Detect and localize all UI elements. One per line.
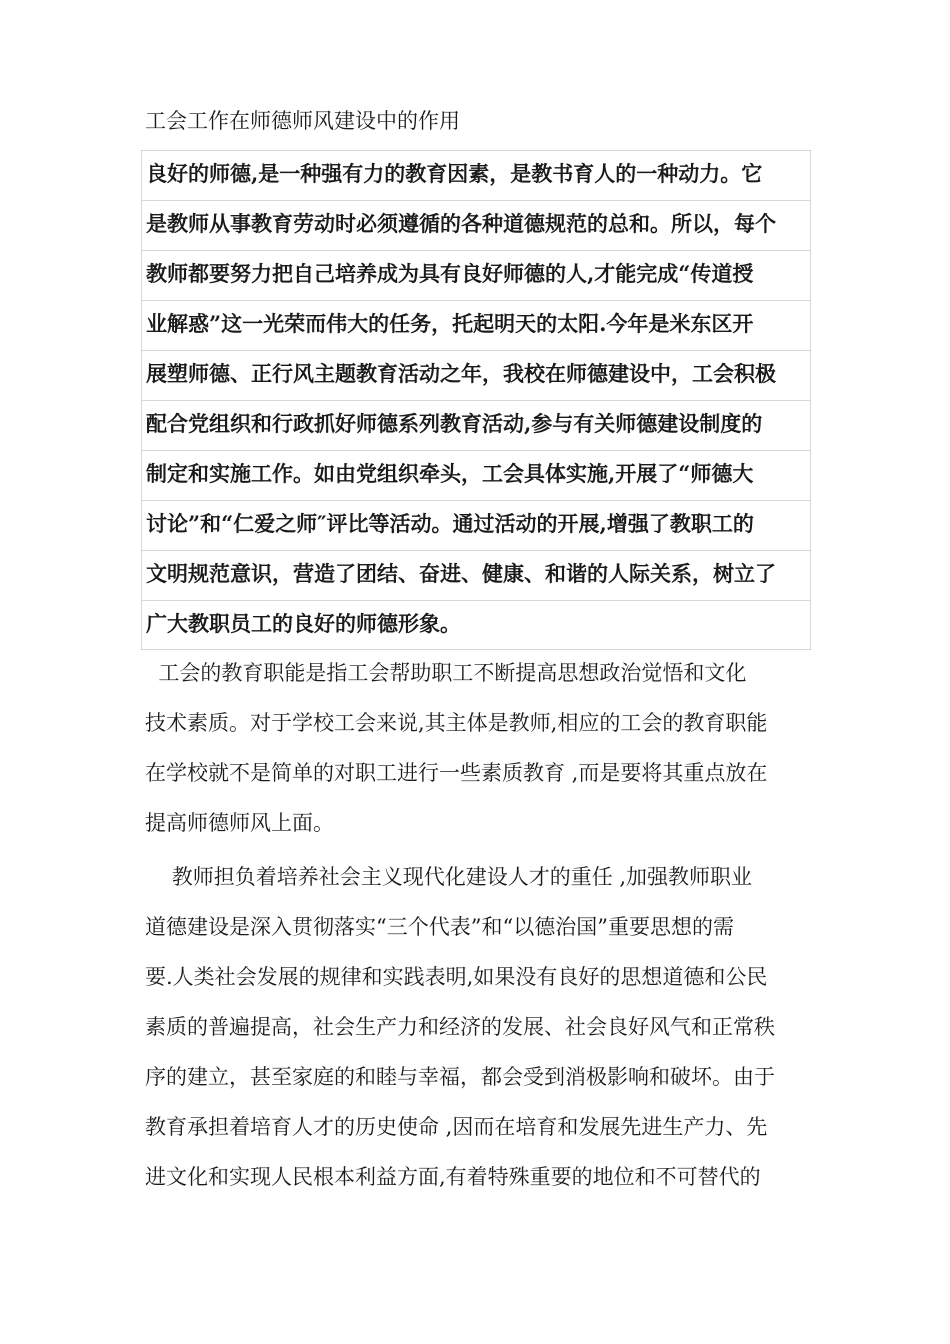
paragraph-line: 素质的普遍提高，社会生产力和经济的发展、社会良好风气和正常秩 bbox=[145, 1015, 775, 1039]
boxed-line: 讨论”和“仁爱之师″评比等活动。通过活动的开展,增强了教职工的 bbox=[141, 500, 811, 550]
document-title: 工会工作在师德师风建设中的作用 bbox=[145, 109, 460, 133]
paragraph-line: 教师担负着培养社会主义现代化建设人才的重任 ,加强教师职业 bbox=[145, 865, 753, 889]
boxed-line: 业解惑”这一光荣而伟大的任务，托起明天的太阳.今年是米东区开 bbox=[141, 300, 811, 350]
paragraph-line: 要.人类社会发展的规律和实践表明,如果没有良好的思想道德和公民 bbox=[145, 965, 768, 989]
boxed-line: 教师都要努力把自己培养成为具有良好师德的人,才能完成“传道授 bbox=[141, 250, 811, 300]
paragraph-line: 在学校就不是简单的对职工进行一些素质教育 ,而是要将其重点放在 bbox=[145, 761, 768, 785]
paragraph-line: 序的建立，甚至家庭的和睦与幸福，都会受到消极影响和破坏。由于 bbox=[145, 1065, 775, 1089]
paragraph-line: 进文化和实现人民根本利益方面,有着特殊重要的地位和不可替代的 bbox=[145, 1165, 761, 1189]
boxed-line: 配合党组织和行政抓好师德系列教育活动,参与有关师德建设制度的 bbox=[141, 400, 811, 450]
boxed-line: 文明规范意识，营造了团结、奋进、健康、和谐的人际关系，树立了 bbox=[141, 550, 811, 600]
boxed-line: 是教师从事教育劳动时必须遵循的各种道德规范的总和。所以，每个 bbox=[141, 200, 811, 250]
paragraph-education-function bbox=[145, 648, 825, 848]
boxed-paragraph bbox=[141, 150, 811, 650]
boxed-line: 制定和实施工作。如由党组织牵头，工会具体实施,开展了“师德大 bbox=[141, 450, 811, 500]
boxed-line: 良好的师德,是一种强有力的教育因素，是教书育人的一种动力。它 bbox=[141, 150, 811, 200]
paragraph-line: 技术素质。对于学校工会来说,其主体是教师,相应的工会的教育职能 bbox=[145, 711, 768, 735]
paragraph-line: 教育承担着培育人才的历史使命 ,因而在培育和发展先进生产力、先 bbox=[145, 1115, 768, 1139]
paragraph-line: 道德建设是深入贯彻落实“三个代表”和“以德治国”重要思想的需 bbox=[145, 915, 734, 939]
boxed-line: 广大教职员工的良好的师德形象。 bbox=[141, 600, 811, 650]
paragraph-line: 提高师德师风上面。 bbox=[145, 811, 334, 835]
boxed-line: 展塑师德、正行风主题教育活动之年，我校在师德建设中，工会积极 bbox=[141, 350, 811, 400]
paragraph-teacher-responsibility bbox=[145, 852, 825, 1202]
paragraph-line: 工会的教育职能是指工会帮助职工不断提高思想政治觉悟和文化 bbox=[145, 661, 747, 685]
